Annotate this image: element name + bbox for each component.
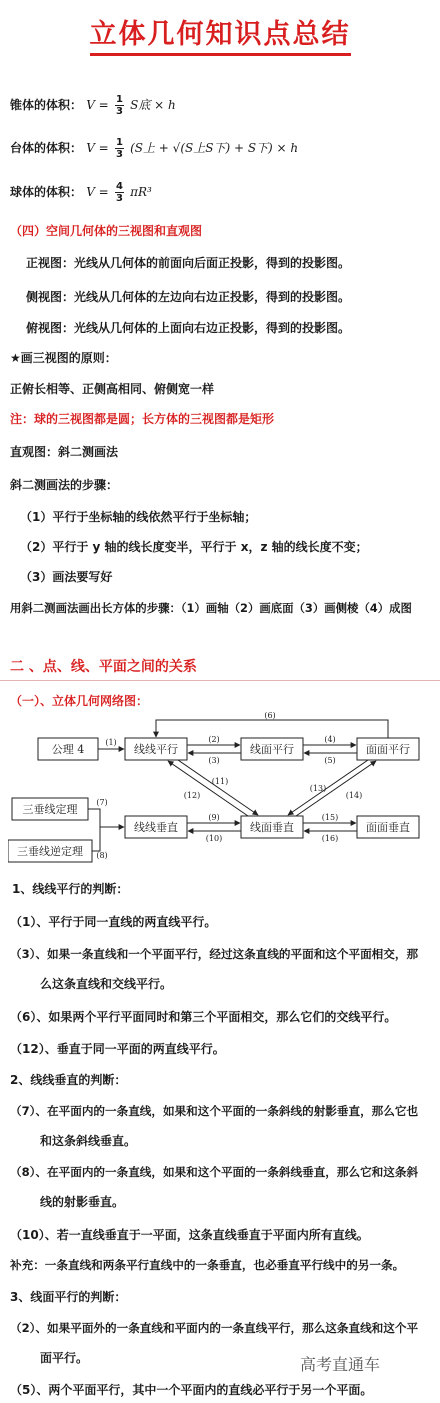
- label-10: (10): [205, 834, 223, 843]
- formula-sphere-label: 球体的体积：: [10, 185, 83, 199]
- content-line-9: 和这条斜线垂直。: [40, 1134, 137, 1148]
- formula-sphere-suffix: πR³: [130, 185, 152, 199]
- fraction-numerator: 1: [115, 137, 123, 148]
- cuboid-steps: 用斜二测画法画出长方体的步骤：（1）画轴（2）画底面（3）画侧棱（4）成图: [10, 601, 412, 615]
- principle-text: 正俯长相等、正侧高相同、俯侧宽一样: [10, 382, 215, 396]
- fraction-numerator: 1: [115, 94, 123, 105]
- box-line-plane-parallel: [241, 738, 303, 760]
- box-line-parallel: [125, 738, 187, 760]
- box-plane-plane-perp: [357, 816, 419, 838]
- label-11: (11): [211, 777, 229, 786]
- content-line-14: 3、线面平行的判断：: [10, 1290, 127, 1304]
- fraction-denominator: 3: [115, 193, 123, 204]
- label-2: (2): [208, 735, 220, 744]
- label-5: (5): [324, 756, 336, 765]
- content-line-7: 2、线线垂直的判断：: [10, 1073, 127, 1087]
- content-line-8: （7）、在平面内的一条直线，如果和这个平面的一条斜线的射影垂直，那么它也: [10, 1104, 419, 1118]
- fraction-numerator: 4: [115, 181, 123, 192]
- svg-text:线面垂直: 线面垂直: [250, 821, 294, 834]
- svg-text:线线平行: 线线平行: [134, 743, 178, 756]
- steps-heading: 斜二测画法的步骤：: [10, 478, 119, 492]
- arrow-12: [168, 761, 248, 816]
- label-14: (14): [345, 791, 363, 800]
- formula-frustum-prefix: V =: [86, 141, 109, 155]
- page-title: 立体几何知识点总结: [90, 12, 351, 56]
- relationship-diagram: [8, 712, 436, 868]
- box-axiom4: [38, 738, 98, 760]
- label-6: (6): [264, 712, 276, 720]
- formula-frustum-label: 台体的体积：: [10, 141, 83, 155]
- formula-frustum-suffix: (S上 + √(S上S下) + S下) × h: [130, 141, 299, 155]
- formula-cone: [10, 94, 176, 117]
- label-12: (12): [183, 791, 201, 800]
- fraction-denominator: 3: [115, 106, 123, 117]
- content-line-3: （3）、如果一条直线和一个平面平行，经过这条直线的平面和这个平面相交，那: [10, 947, 419, 961]
- box-plane-plane-parallel: [357, 738, 419, 760]
- svg-text:线线垂直: 线线垂直: [134, 821, 178, 834]
- note: 注：球的三视图都是圆；长方体的三视图都是矩形: [10, 412, 275, 426]
- label-16: (16): [321, 834, 339, 843]
- label-4: (4): [324, 735, 336, 744]
- content-line-13: 补充：一条直线和两条平行直线中的一条垂直，也必垂直平行线中的另一条。: [10, 1258, 405, 1272]
- content-line-10: （8）、在平面内的一条直线，如果和这个平面的一条斜线垂直，那么它和这条斜: [10, 1165, 419, 1179]
- arrow-13: [288, 760, 368, 815]
- title-area: [0, 0, 440, 60]
- box-line-perp: [125, 816, 187, 838]
- svg-text:面面垂直: 面面垂直: [366, 821, 410, 834]
- content-line-5: （6）、如果两个平行平面同时和第三个平面相交，那么它们的交线平行。: [10, 1010, 397, 1024]
- section4-heading: （四）空间几何体的三视图和直观图: [10, 224, 203, 238]
- intuitive-method: 直观图：斜二测画法: [10, 445, 119, 459]
- svg-text:三垂线定理: 三垂线定理: [22, 803, 78, 816]
- formula-sphere: [10, 181, 152, 204]
- label-3: (3): [208, 756, 220, 765]
- box-three-perp-theorem: [12, 798, 88, 820]
- section-divider: [0, 680, 440, 681]
- content-line-15: （2）、如果平面外的一条直线和平面内的一条直线平行，那么这条直线和这个平: [10, 1321, 419, 1335]
- view-front: 正视图：光线从几何体的前面向后面正投影，得到的投影图。: [26, 256, 351, 270]
- arrow-6: [156, 720, 388, 738]
- formula-cone-label: 锥体的体积：: [10, 98, 83, 112]
- svg-text:线面平行: 线面平行: [250, 743, 294, 756]
- label-15: (15): [321, 813, 339, 822]
- content-line-2: （1）、平行于同一直线的两直线平行。: [10, 915, 217, 929]
- watermark: 高考直通车: [300, 1355, 381, 1374]
- formula-frustum: [10, 137, 298, 160]
- label-13: (13): [309, 784, 327, 793]
- content-line-17: （5）、两个平面平行，其中一个平面内的直线必平行于另一个平面。: [10, 1383, 373, 1397]
- content-line-16: 面平行。: [40, 1351, 89, 1365]
- formula-sphere-prefix: V =: [86, 185, 109, 199]
- arrow-11: [178, 760, 258, 815]
- content-line-6: （12）、垂直于同一平面的两直线平行。: [10, 1042, 225, 1056]
- content-line-4: 么这条直线和交线平行。: [40, 977, 173, 991]
- step-2: （2）平行于 y 轴的线长度变半，平行于 x，z 轴的线长度不变；: [20, 540, 368, 554]
- content-line-11: 线的射影垂直。: [40, 1195, 125, 1209]
- arrow-14: [296, 761, 376, 816]
- label-7: (7): [96, 798, 108, 807]
- label-1: (1): [105, 738, 117, 747]
- formula-sphere-fraction: [115, 181, 124, 204]
- formula-cone-suffix: S底 × h: [130, 98, 176, 112]
- formula-cone-prefix: V =: [86, 98, 109, 112]
- label-8: (8): [96, 851, 108, 860]
- svg-text:三垂线逆定理: 三垂线逆定理: [17, 845, 83, 858]
- step-1: （1）平行于坐标轴的线依然平行于坐标轴；: [20, 510, 257, 524]
- content-line-12: （10）、若一直线垂直于一平面，这条直线垂直于平面内所有直线。: [10, 1228, 369, 1242]
- box-three-perp-inverse: [8, 840, 92, 862]
- fraction-denominator: 3: [115, 149, 123, 160]
- view-side: 侧视图：光线从几何体的左边向右边正投影，得到的投影图。: [26, 290, 351, 304]
- content-line-1: 1、线线平行的判断：: [12, 882, 129, 896]
- sub1-heading: （一）、立体几何网络图：: [10, 694, 149, 708]
- principle-heading: ★画三视图的原则：: [10, 351, 117, 365]
- svg-text:公理 4: 公理 4: [51, 743, 85, 756]
- label-9: (9): [208, 813, 220, 822]
- view-top: 俯视图：光线从几何体的上面向右边正投影，得到的投影图。: [26, 321, 351, 335]
- step-3: （3）画法要写好: [20, 570, 113, 584]
- svg-text:面面平行: 面面平行: [366, 743, 410, 756]
- box-line-plane-perp: [241, 816, 303, 838]
- formula-cone-fraction: [115, 94, 124, 117]
- section2-heading: 二 、点、线、平面之间的关系: [10, 659, 197, 675]
- formula-frustum-fraction: [115, 137, 124, 160]
